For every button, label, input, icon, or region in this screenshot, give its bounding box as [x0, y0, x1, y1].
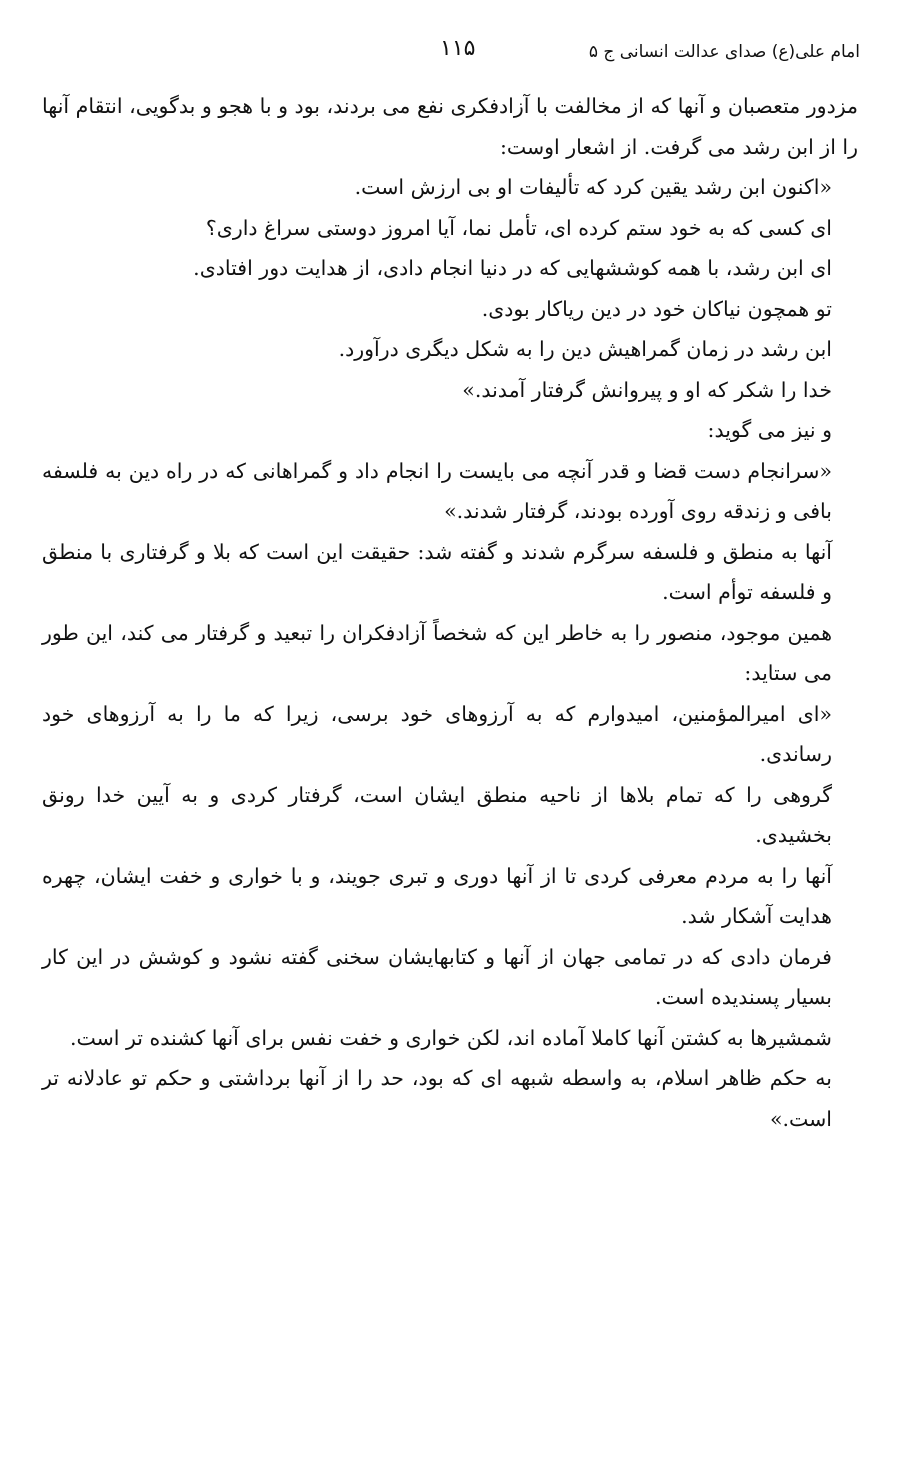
paragraph: مزدور متعصبان و آنها که از مخالفت با آزادفکری نفع می بردند، بود و با هجو و بدگویی، انتقام آنها را از ابن رشد می گرفت. از اشعار اوست:: [42, 94, 858, 159]
paragraph: خدا را شکر که او و پیروانش گرفتار آمدند.»: [462, 377, 832, 402]
paragraph: «ای امیرالمؤمنین، امیدوارم که به آرزوهای خود برسی، زیرا که ما را به آرزوهای خود رساندی.: [42, 701, 832, 766]
paragraph: ابن رشد در زمان گمراهیش دین را به شکل دیگری درآورد.: [338, 337, 832, 361]
paragraph: ای کسی که به خود ستم کرده ای، تأمل نما، آیا امروز دوستی سراغ داری؟: [205, 215, 832, 240]
paragraph: تو همچون نیاکان خود در دین ریاکار بودی.: [481, 296, 832, 321]
paragraph: فرمان دادی که در تمامی جهان از آنها و کتابهایشان سخنی گفته نشود و کوشش در این کار بسیار پسندیده است.: [42, 944, 832, 1009]
body-text: [42, 86, 858, 1139]
running-title: امام علی(ع) صدای عدالت انسانی ج ۵: [588, 42, 860, 62]
page-number: ۱۱۵: [440, 36, 476, 61]
paragraph: «اکنون ابن رشد یقین کرد که تألیفات او بی ارزش است.: [354, 175, 832, 199]
page-header: [40, 36, 860, 72]
paragraph: و نیز می گوید:: [707, 418, 832, 442]
paragraph: همین موجود، منصور را به خاطر این که شخصاً آزادفکران را تبعید و گرفتار می کند، این طور می ستاید:: [42, 620, 832, 685]
paragraph: شمشیرها به کشتن آنها کاملا آماده اند، لکن خواری و خفت نفس برای آنها کشنده تر است.: [69, 1025, 832, 1050]
paragraph: «سرانجام دست قضا و قدر آنچه می بایست را انجام داد و گمراهانی که در راه دین به فلسفه بافی و زندقه روی آورده بودند، گرفتار شدند.»: [42, 458, 832, 523]
paragraph: به حکم ظاهر اسلام، به واسطه شبهه ای که بود، حد را از آنها برداشتی و حکم تو عادلانه تر است.»: [42, 1066, 832, 1131]
paragraph: ای ابن رشد، با همه کوششهایی که در دنیا انجام دادی، از هدایت دور افتادی.: [193, 256, 832, 280]
paragraph: آنها را به مردم معرفی کردی تا از آنها دوری و تبری جویند، و با خواری و خفت ایشان، چهره هدایت آشکار شد.: [42, 863, 832, 928]
paragraph: آنها به منطق و فلسفه سرگرم شدند و گفته شد: حقیقت این است که بلا و گرفتاری با منطق و فلسفه توأم است.: [42, 539, 832, 604]
paragraph: گروهی را که تمام بلاها از ناحیه منطق ایشان است، گرفتار کردی و به آیین خدا رونق بخشیدی.: [42, 782, 832, 847]
